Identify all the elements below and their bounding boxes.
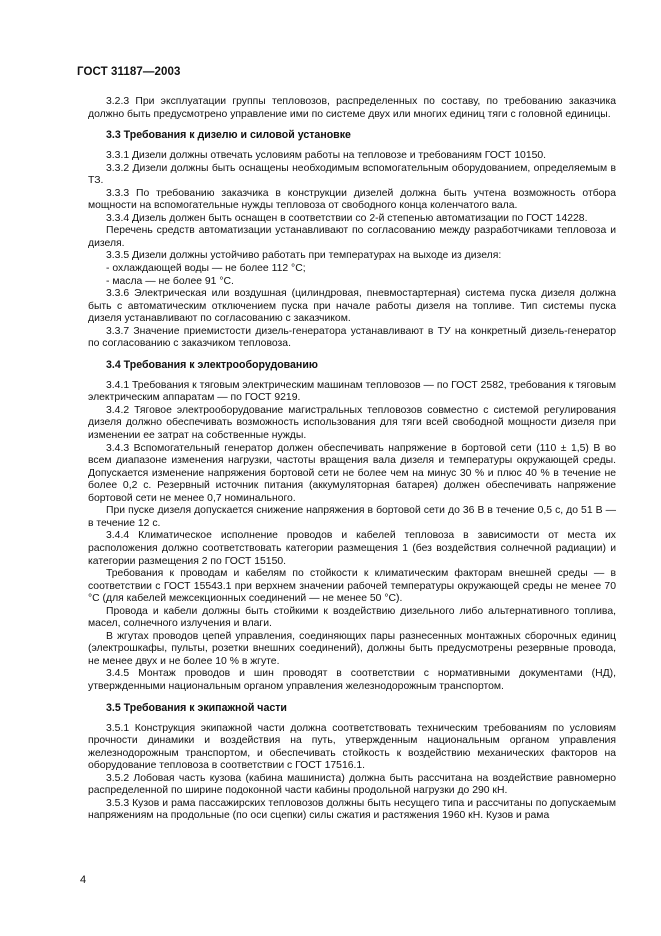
- paragraph: 3.2.3 При эксплуатации группы тепловозов, распределенных по составу, по требованию заказчика должно быть предусмотрено управление ими по системе двух или многих единиц тяги с головной единицы.: [88, 96, 616, 120]
- paragraph: 3.3.4 Дизель должен быть оснащен в соответствии со 2-й степенью автоматизации по ГОСТ 14228.: [106, 212, 588, 224]
- section-heading: 3.4 Требования к электрооборудованию: [106, 358, 318, 371]
- paragraph: 3.3.6 Электрическая или воздушная (цилиндровая, пневмостартерная) система пуска дизеля должна быть с автоматическим отключением пуска при начале работы дизеля на топливе. Тип системы пуска дизеля устанавливают по согласованию с заказчиком.: [88, 288, 616, 325]
- paragraph: 3.3.3 По требованию заказчика в конструкции дизелей должна быть учтена возможность отбора мощности на вспомогательные нужды тепловоза от свободного конца коленчатого вала.: [88, 187, 616, 212]
- paragraph: Требования к проводам и кабелям по стойкости к климатическим факторам внешней среды — в соответствии с ГОСТ 15543.1 при верхнем значении рабочей температуры окружающей среды не менее 70 °С (для кабелей межсекционных соединений — не менее 50 °С).: [88, 568, 616, 605]
- paragraph: 3.5.3 Кузов и рама пассажирских тепловозов должны быть несущего типа и рассчитаны по допускаемым напряжениям на продольные (по оси сцепки) силы сжатия и растяжения 1960 кН. Кузов и рама: [88, 797, 616, 822]
- paragraph: 3.4.1 Требования к тяговым электрическим машинам тепловозов — по ГОСТ 2582, требования к тяговым электрическим аппаратам — по ГОСТ 9219.: [88, 379, 616, 404]
- section-heading: 3.5 Требования к экипажной части: [106, 701, 287, 714]
- paragraph: 3.4.2 Тяговое электрооборудование магистральных тепловозов совместно с системой регулирования дизеля должно обеспечивать возможность использования для тяги всей свободной мощности дизеля при изменении ее затрат на собственные нужды.: [88, 404, 616, 442]
- paragraph: При пуске дизеля допускается снижение напряжения в бортовой сети до 36 В в течение 0,5 с, до 51 В — в течение 12 с.: [88, 505, 616, 529]
- paragraph: - охлаждающей воды — не более 112 °С;: [106, 263, 306, 275]
- paragraph: 3.3.2 Дизели должны быть оснащены необходимым вспомогательным оборудованием, определяемым в ТЗ.: [88, 162, 616, 187]
- paragraph: Перечень средств автоматизации устанавливают по согласованию между разработчиками тепловоза и дизеля.: [88, 225, 616, 249]
- paragraph: - масла — не более 91 °С.: [106, 275, 234, 287]
- paragraph: 3.4.5 Монтаж проводов и шин проводят в соответствии с нормативными документами (НД), утвержденными национальным органом управления железнодорожным транспортом.: [88, 668, 616, 692]
- paragraph: 3.3.5 Дизели должны устойчиво работать при температурах на выходе из дизеля:: [106, 250, 502, 262]
- paragraph: Провода и кабели должны быть стойкими к воздействию дизельного либо альтернативного топлива, масел, солнечного излучения и влаги.: [88, 605, 616, 630]
- document-body: [88, 96, 616, 823]
- paragraph: 3.4.3 Вспомогательный генератор должен обеспечивать напряжение в бортовой сети (110 ± 1,5) В во всем диапазоне изменения нагрузки, частоты вращения вала дизеля и температуры окружающей среды. Допускается изменение напряжения бортовой сети не более чем на минус 30 % и плюс 40 % в течение не более 0,2 с. Резервный источник питания (аккумуляторная батарея) должен обеспечивать напряжение бортовой сети не менее 0,7 номинального.: [88, 442, 616, 504]
- paragraph: В жгутах проводов цепей управления, соединяющих пары разнесенных монтажных сборочных единиц (электрошкафы, пульты, розетки внешних соединений), должны быть предусмотрены резервные провода, не менее двух и не более 10 % в жгуте.: [88, 630, 616, 667]
- paragraph: 3.5.1 Конструкция экипажной части должна соответствовать техническим требованиям по условиям прочности динамики и воздействия на путь, утвержденным национальным органом управления железнодорожным транспортом, и обеспечивать стойкость к воздействию механических факторов на оборудование тепловоза в соответствии с ГОСТ 17516.1.: [88, 722, 616, 772]
- paragraph: 3.3.1 Дизели должны отвечать условиям работы на тепловозе и требованиям ГОСТ 10150.: [106, 150, 547, 162]
- paragraph: 3.5.2 Лобовая часть кузова (кабина машиниста) должна быть рассчитана на воздействие равномерно распределенной по ширине подоконной части кабины продольной нагрузки до 290 кН.: [88, 772, 616, 797]
- paragraph: 3.4.4 Климатическое исполнение проводов и кабелей тепловоза в зависимости от места их расположения должно соответствовать категории размещения 1 (без воздействия солнечной радиации) и категории размещения 2 по ГОСТ 15150.: [88, 530, 616, 567]
- page-number: 4: [80, 874, 87, 886]
- section-heading: 3.3 Требования к дизелю и силовой установке: [106, 129, 351, 142]
- paragraph: 3.3.7 Значение приемистости дизель-генератора устанавливают в ТУ на конкретный дизель-генератор по согласованию с заказчиком тепловоза.: [88, 325, 616, 350]
- document-header: ГОСТ 31187—2003: [77, 66, 181, 78]
